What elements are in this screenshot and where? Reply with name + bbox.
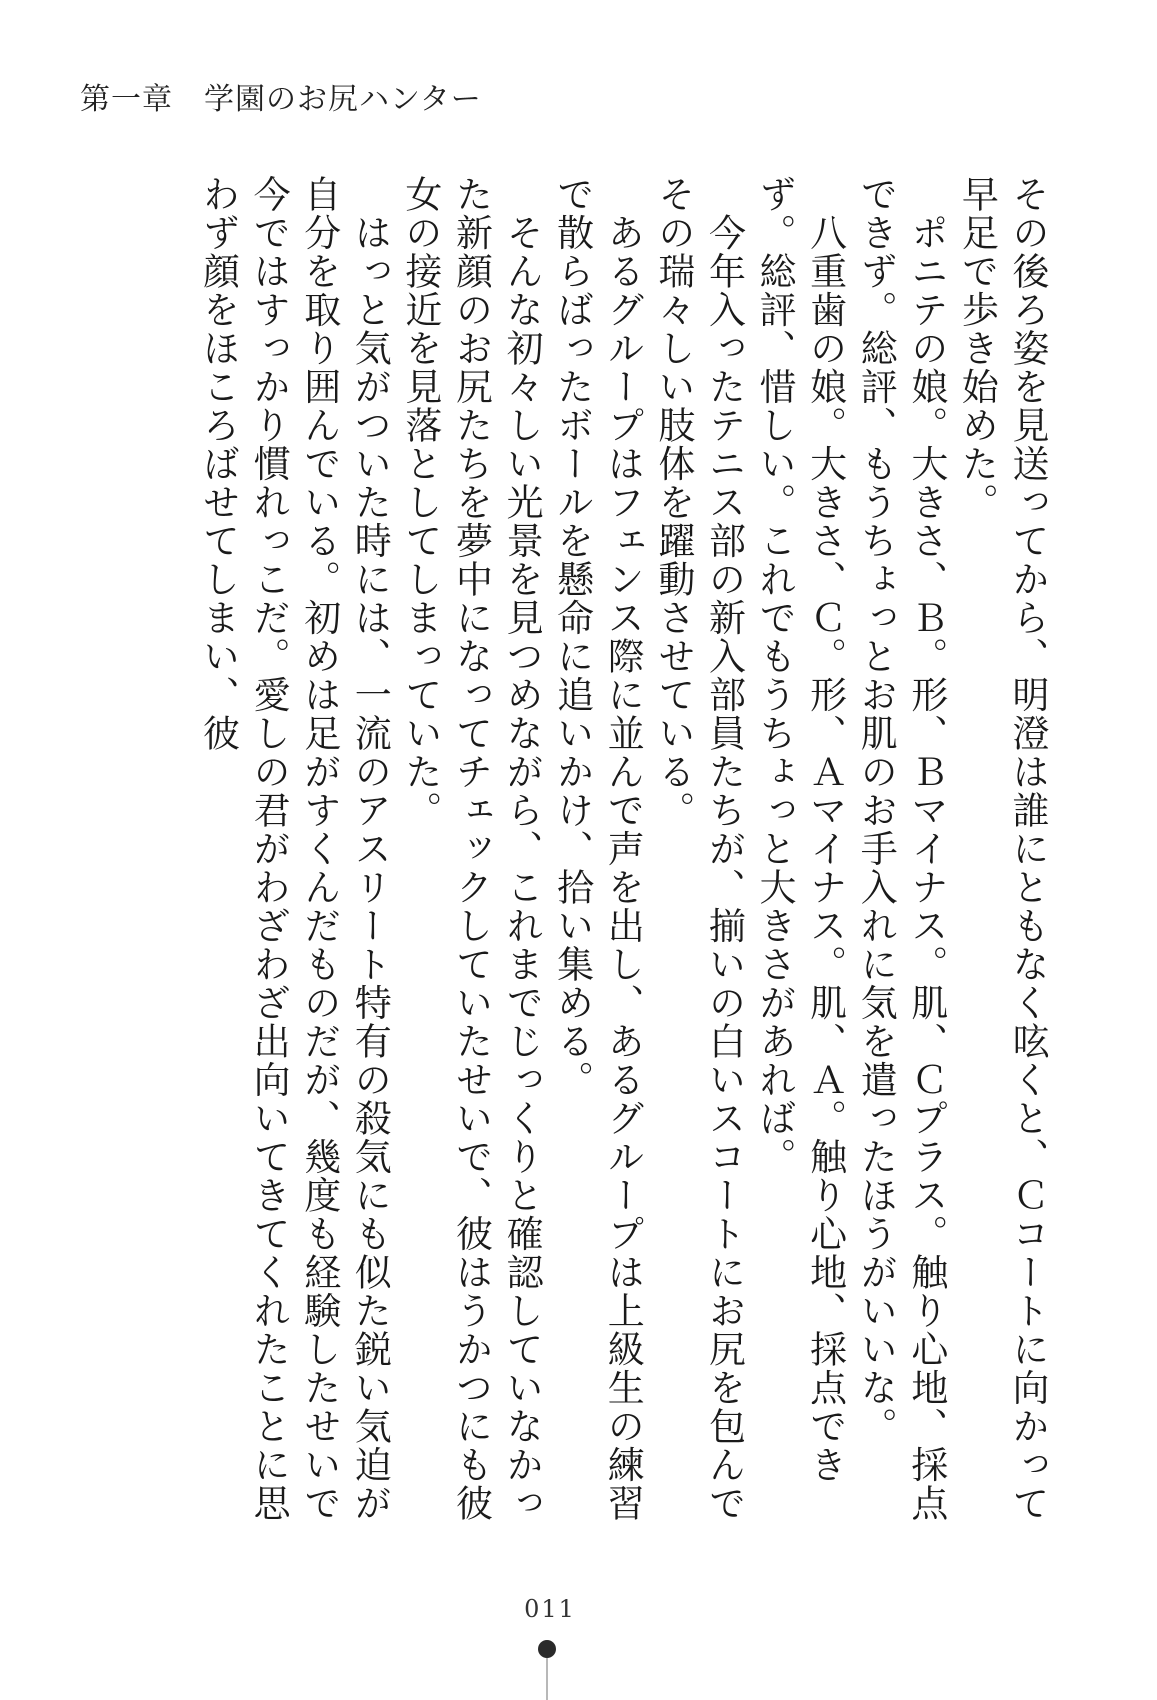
paragraph: そんな初々しい光景を見つめながら、これまでじっくりと確認していなかった新顔のお尻たちを夢中になってチェックしていたせいで、彼はうかつにも彼女の接近を見落としてしまっていた。: [398, 175, 544, 1523]
running-header: 第一章 学園のお尻ハンター: [80, 82, 482, 117]
page-number: 011: [524, 1595, 576, 1623]
paragraph: ポニテの娘。大きさ、Ｂ。形、Ｂマイナス。肌、Ｃプラス。触り心地、採点できず。総評、もうちょっとお肌のお手入れに気を遣ったほうがいいな。: [854, 175, 948, 1523]
paragraph: その後ろ姿を見送ってから、明澄は誰にともなく呟くと、Ｃコートに向かって早足で歩き始めた。: [955, 175, 1049, 1523]
paragraph: 今年入ったテニス部の新入部員たちが、揃いの白いスコートにお尻を包んでその瑞々しい肢体を躍動させている。: [651, 175, 746, 1523]
body-text: [192, 175, 1052, 1535]
paragraph: 八重歯の娘。大きさ、Ｃ。形、Ａマイナス。肌、Ａ。触り心地、採点できず。総評、惜しい。これでもうちょっと大きさがあれば。: [753, 175, 847, 1484]
page-marker-line: [546, 1658, 548, 1700]
paragraph: はっと気がついた時には、一流のアスリート特有の殺気にも似た鋭い気迫が自分を取り囲んでいる。初めは足がすくんだものだが、幾度も経験したせいで今ではすっかり慣れっこだ。愛しの君がわざわざ出向いてきてくれたことに思わず顔をほころばせてしまい、彼: [196, 175, 392, 1523]
page-marker-dot-icon: [538, 1640, 556, 1658]
paragraph: あるグループはフェンス際に並んで声を出し、あるグループは上級生の練習で散らばったボールを懸命に追いかけ、拾い集める。: [550, 175, 645, 1523]
